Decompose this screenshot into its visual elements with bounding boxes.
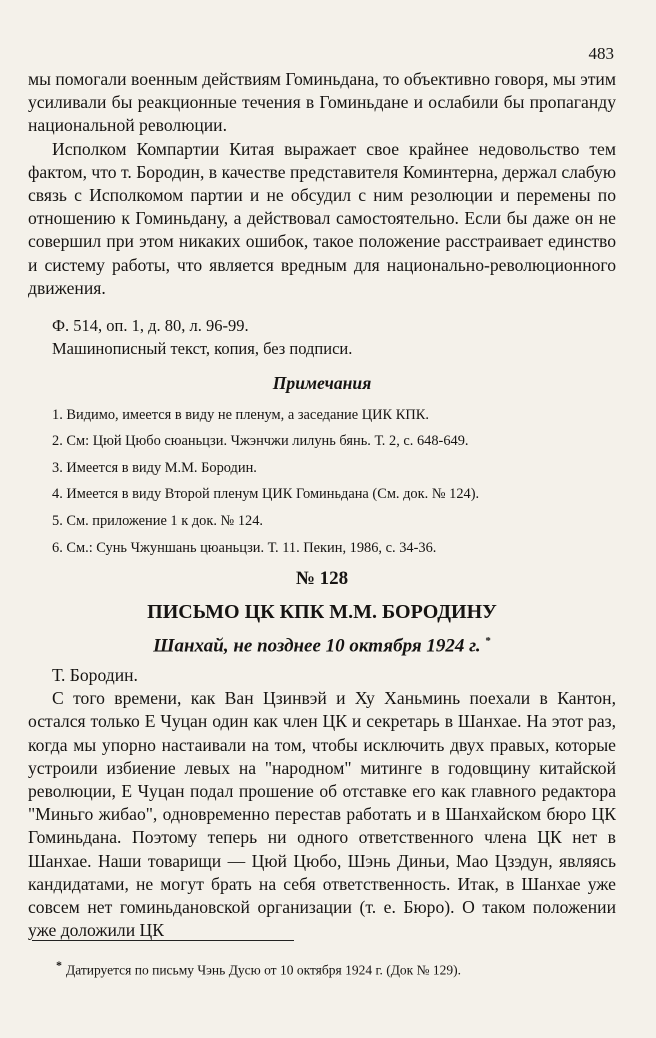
document-place-date	[28, 630, 616, 658]
note-item: 1. Видимо, имеется в виду не пленум, а заседание ЦИК КПК.	[52, 406, 429, 423]
footnote-marker-bottom: *	[56, 958, 62, 972]
archive-note: Машинописный текст, копия, без подписи.	[52, 339, 353, 359]
paragraph-ispolkom: Исполком Компартии Китая выражает свое крайнее недовольство тем фактом, что т. Бородин, в качестве представителя Коминтерна, держал слабую связь с Исполкомом партии и не обсудил с ним резолюции и перемены по отношению к Гоминьдану, а действовал самостоятельно. Если бы даже он не совершил при этом никаких ошибок, такое положение расстраивает единство и систему работы, что является вредным для национально-революционного движения.	[28, 138, 616, 298]
notes-list	[28, 402, 616, 562]
document-title: ПИСЬМО ЦК КПК М.М. БОРОДИНУ	[147, 601, 497, 624]
archive-reference: Ф. 514, оп. 1, д. 80, л. 96-99.	[52, 316, 249, 336]
note-item: 4. Имеется в виду Второй пленум ЦИК Гоминьдана (См. док. № 124).	[52, 486, 480, 503]
document-number: № 128	[295, 568, 349, 590]
page-body	[28, 68, 616, 942]
footnote	[56, 956, 616, 980]
footnote-marker: *	[485, 635, 491, 648]
place-date-text: Шанхай, не позднее 10 октября 1924 г.	[153, 635, 481, 657]
note-item: 6. См.: Сунь Чжуншань цюаньцзи. Т. 11. Пекин, 1986, с. 34-36.	[52, 539, 437, 556]
notes-heading: Примечания	[272, 373, 372, 394]
note-item: 3. Имеется в виду М.М. Бородин.	[52, 459, 257, 476]
footnote-divider	[32, 940, 294, 941]
addressee: Т. Бородин.	[52, 664, 138, 685]
note-item: 5. См. приложение 1 к док. № 124.	[52, 513, 264, 530]
note-item: 2. См: Цюй Цюбо сюаньцзи. Чжэнчжи лилунь бянь. Т. 2, с. 648-649.	[52, 433, 469, 450]
paragraph-continued: мы помогали военным действиям Гоминьдана, то объективно говоря, мы этим усиливали бы реакционные течения в Гоминьдане и ослабили бы пропаганду национальной революции.	[28, 69, 616, 136]
page-number: 483	[588, 44, 614, 63]
footnote-text: Датируется по письму Чэнь Дусю от 10 октября 1924 г. (Док № 129).	[66, 962, 461, 978]
letter-paragraph: С того времени, как Ван Цзинвэй и Ху Ханьминь поехали в Кантон, остался только Е Чуцан один как член ЦК и секретарь в Шанхае. На этот раз, когда мы упорно настаивали на том, чтобы исключить двух правых, которые устроили избиение левых на "народном" митинге в годовщину китайской революции, Е Чуцан подал прошение об отставке его как главного редактора "Миньго жибао", одновременно перестав работать и в Шанхайском бюро ЦК Гоминьдана. Поэтому теперь ни одного ответственного члена ЦК нет в Шанхае. Наши товарищи — Цюй Цюбо, Шэнь Диньи, Мао Цзэдун, являясь кандидатами, не могут брать на себя ответственность. Итак, в Шанхае уже совсем нет гоминьдановской организации (т. е. Бюро). О таком положении уже доложили ЦК	[28, 688, 616, 941]
